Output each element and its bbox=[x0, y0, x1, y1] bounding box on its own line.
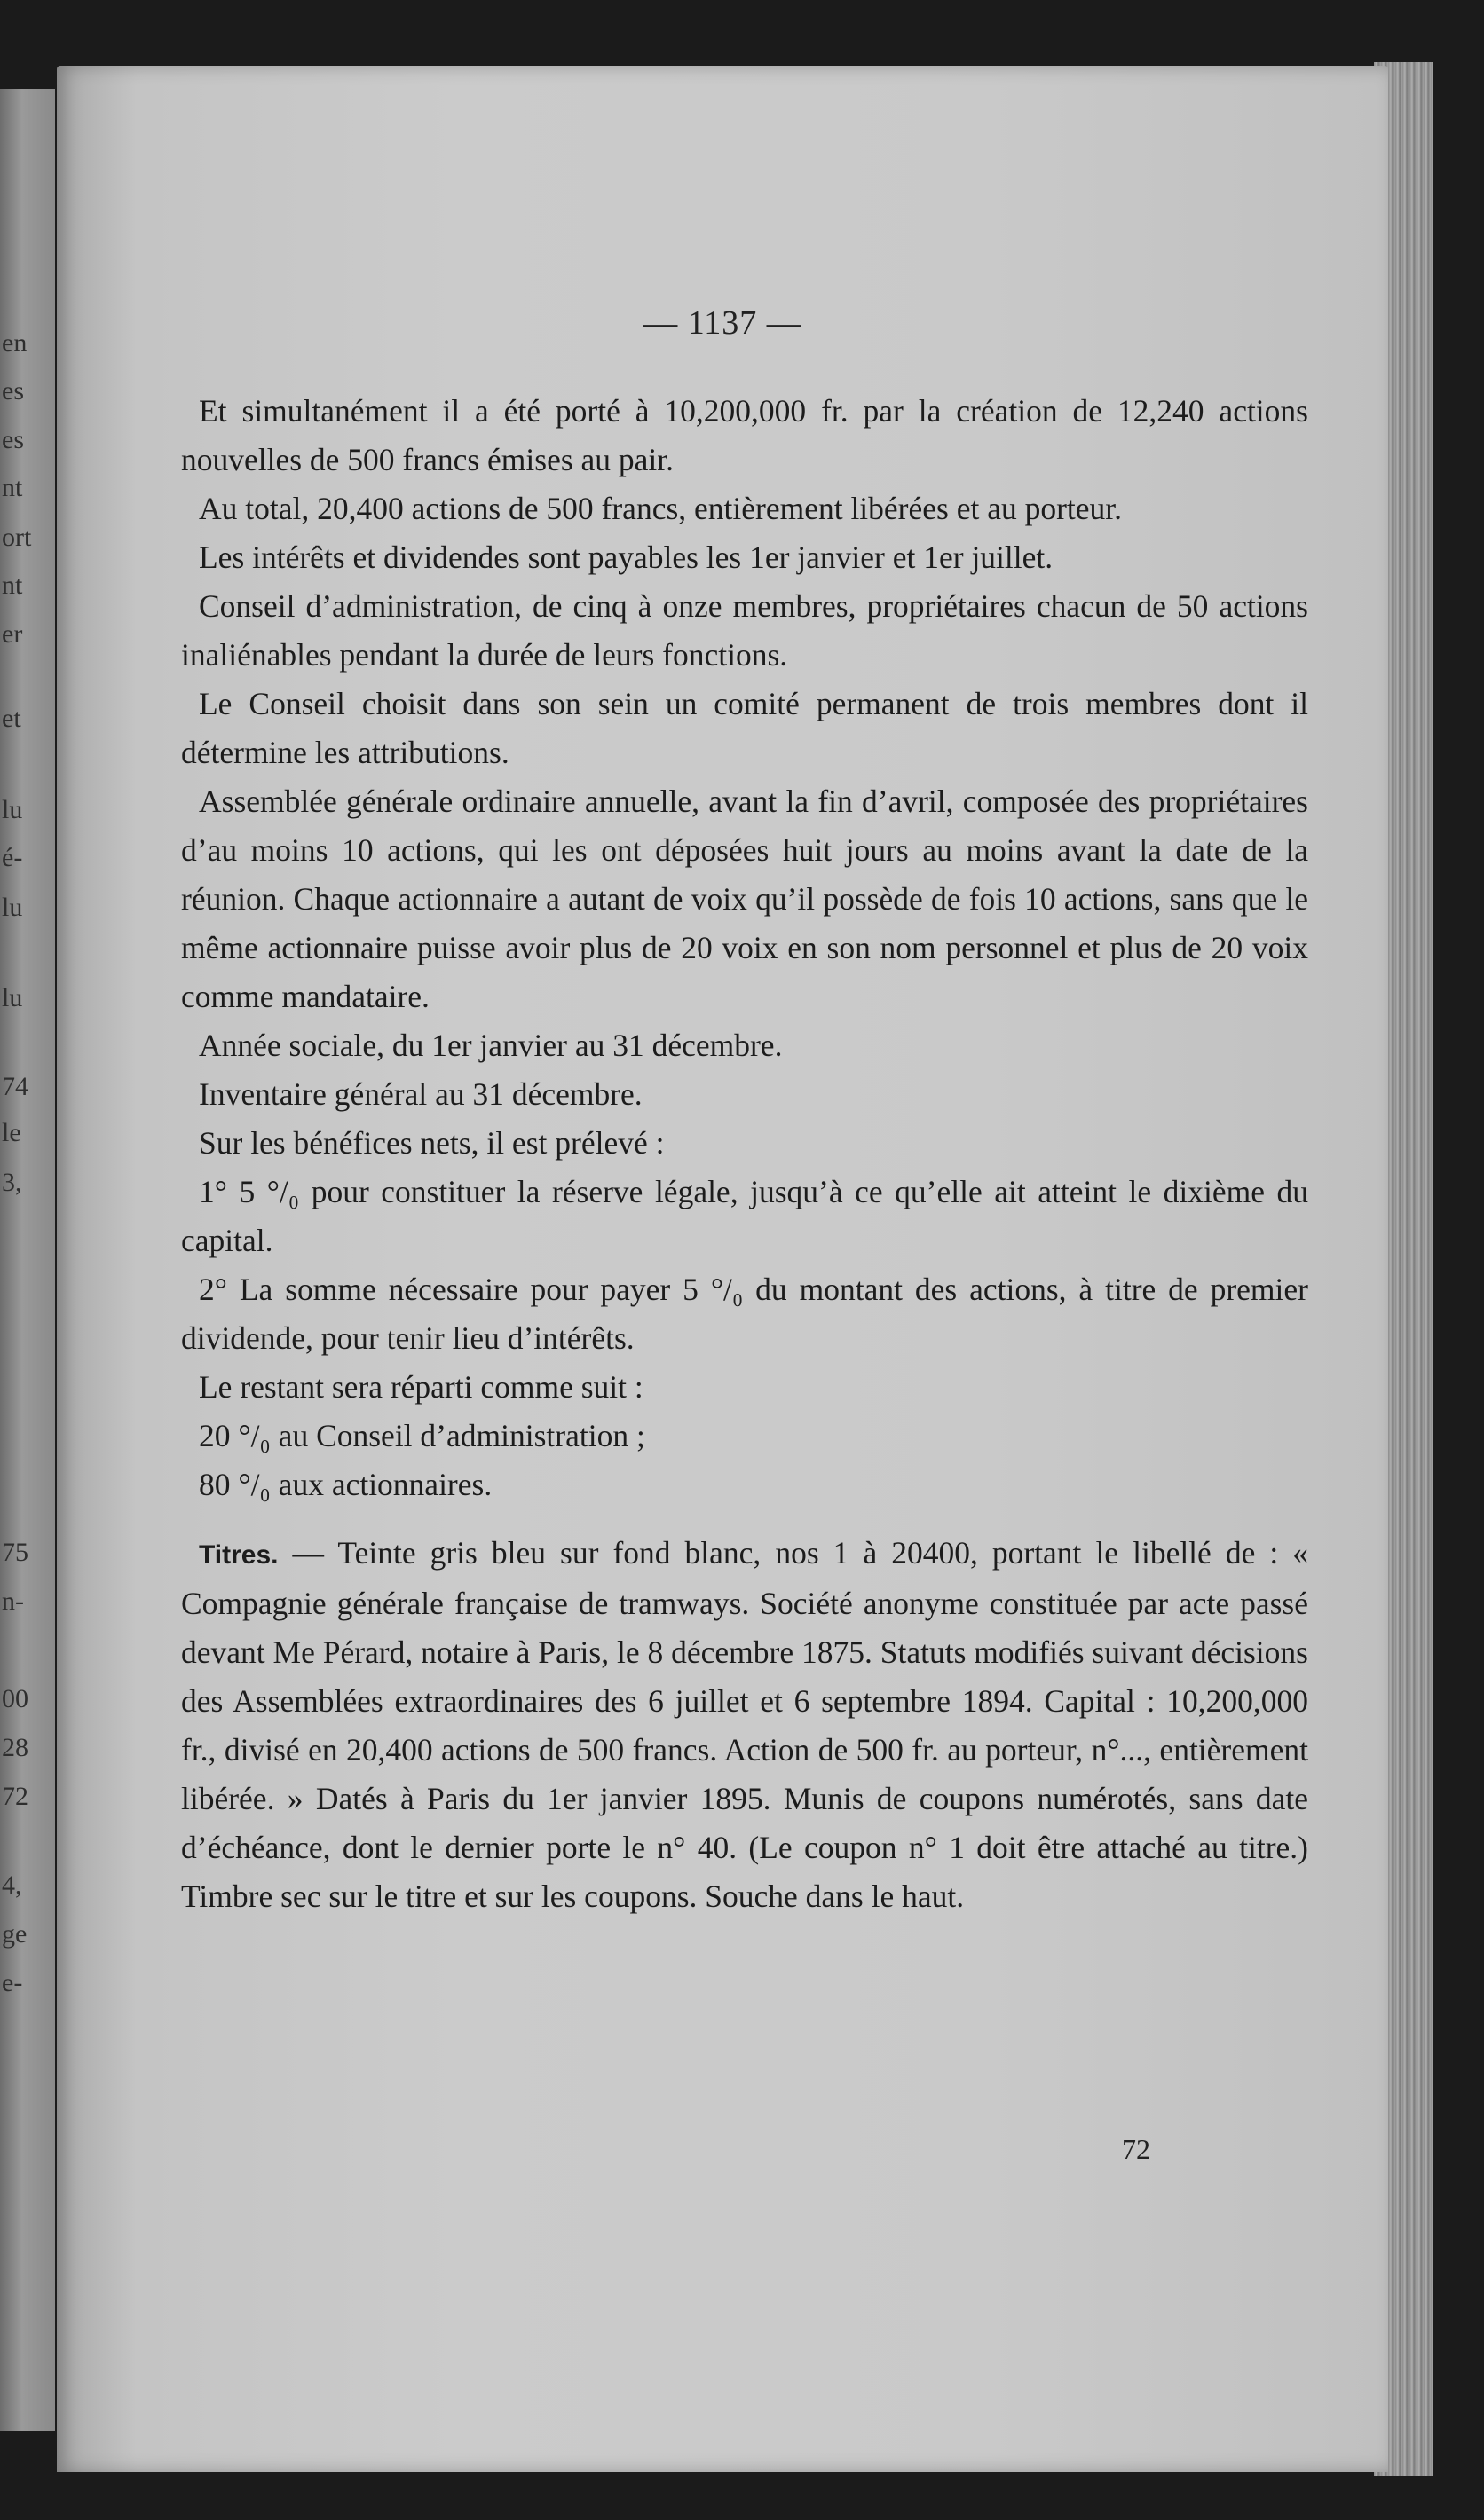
previous-page-fragment: ge bbox=[2, 1919, 28, 1949]
previous-page-fragment: ort bbox=[2, 523, 32, 552]
previous-page-fragment: lu bbox=[2, 795, 23, 824]
paragraph: Conseil d’administration, de cinq à onze membres, propriétaires chacun de 50 actions inaliénables pendant la durée de leurs fonctions. bbox=[181, 588, 1308, 673]
titres-label: Titres. bbox=[199, 1540, 279, 1570]
paragraph: 20 °/₀ au Conseil d’administration ; bbox=[199, 1418, 645, 1453]
paragraph: Le restant sera réparti comme suit : bbox=[199, 1369, 643, 1405]
paragraph: Année sociale, du 1er janvier au 31 décembre. bbox=[199, 1028, 783, 1063]
paragraph: Assemblée générale ordinaire annuelle, avant la fin d’avril, composée des propriétaires d’au moins 10 actions, qui les ont déposées huit jours au moins avant la date de la réunion. Chaque actionnaire a autant de voix qu’il possède de fois 10 actions, sans que le même actionnaire puisse avoir plus de 20 voix en son nom personnel et plus de 20 voix comme mandataire. bbox=[181, 784, 1308, 1014]
previous-page-fragment: 28 bbox=[2, 1733, 28, 1762]
previous-page-fragment: e- bbox=[2, 1968, 23, 1997]
paragraph: Sur les bénéfices nets, il est prélevé : bbox=[199, 1125, 665, 1161]
previous-page-fragment: 74 bbox=[2, 1072, 28, 1101]
page-number: — 1137 — bbox=[643, 304, 801, 342]
previous-page-fragment: lu bbox=[2, 893, 23, 922]
paragraph: Les intérêts et dividendes sont payables les 1er janvier et 1er juillet. bbox=[199, 539, 1054, 575]
previous-page-fragment: es bbox=[2, 376, 24, 406]
previous-page-fragment: le bbox=[2, 1118, 21, 1147]
paragraph: 2° La somme nécessaire pour payer 5 °/₀ du montant des actions, à titre de premier dividende, pour tenir lieu d’intérêts. bbox=[181, 1272, 1308, 1356]
previous-page-fragment: es bbox=[2, 425, 24, 454]
previous-page-fragment: 75 bbox=[2, 1538, 28, 1567]
previous-page-edge bbox=[0, 89, 55, 2431]
previous-page-fragment: é- bbox=[2, 843, 23, 872]
paragraph: 80 °/₀ aux actionnaires. bbox=[199, 1467, 493, 1502]
paragraph: Et simultanément il a été porté à 10,200,000 fr. par la création de 12,240 actions nouvelles de 500 francs émises au pair. bbox=[181, 393, 1308, 477]
paragraph: Le Conseil choisit dans son sein un comité permanent de trois membres dont il détermine les attributions. bbox=[181, 686, 1308, 770]
previous-page-fragment: 72 bbox=[2, 1782, 28, 1811]
previous-page-fragment: 4, bbox=[2, 1870, 22, 1900]
previous-page-fragment: 00 bbox=[2, 1684, 28, 1713]
previous-page-fragment: n- bbox=[2, 1587, 24, 1616]
previous-page-fragment: nt bbox=[2, 571, 23, 600]
previous-page-fragment: lu bbox=[2, 983, 23, 1012]
previous-page-fragment: er bbox=[2, 619, 23, 649]
previous-page-fragment: en bbox=[2, 328, 28, 358]
signature-mark: 72 bbox=[1122, 2133, 1150, 2165]
paragraph: 1° 5 °/₀ pour constituer la réserve légale, jusqu’à ce qu’elle ait atteint le dixième du capital. bbox=[181, 1174, 1308, 1258]
paragraph: Au total, 20,400 actions de 500 francs, entièrement libérées et au porteur. bbox=[199, 491, 1123, 526]
book-page bbox=[57, 66, 1388, 2472]
titres-text: — Teinte gris bleu sur fond blanc, nos 1 à 20400, portant le libellé de : « Compagnie générale française de tramways. Société anonyme constituée par acte passé devant Me Pérard, notaire à Paris, le 8 décembre 1875. Statuts modifiés suivant décisions des Assemblées extraordinaires des 6 juillet et 6 septembre 1894. Capital : 10,200,000 fr., divisé en 20,400 actions de 500 francs. Action de 500 fr. au porteur, n°..., entièrement libérée. » Datés à Paris du 1er janvier 1895. Munis de coupons numérotés, sans date d’échéance, dont le dernier porte le n° 40. (Le coupon n° 1 doit être attaché au titre.) Timbre sec sur le titre et sur les coupons. Souche dans le haut. bbox=[181, 1535, 1308, 1914]
previous-page-fragment: nt bbox=[2, 473, 23, 502]
paragraph: Inventaire général au 31 décembre. bbox=[199, 1076, 643, 1112]
previous-page-fragment: et bbox=[2, 704, 21, 733]
titres-paragraph bbox=[181, 1529, 1308, 1921]
previous-page-fragment: 3, bbox=[2, 1168, 22, 1197]
page-body bbox=[181, 387, 1308, 1921]
